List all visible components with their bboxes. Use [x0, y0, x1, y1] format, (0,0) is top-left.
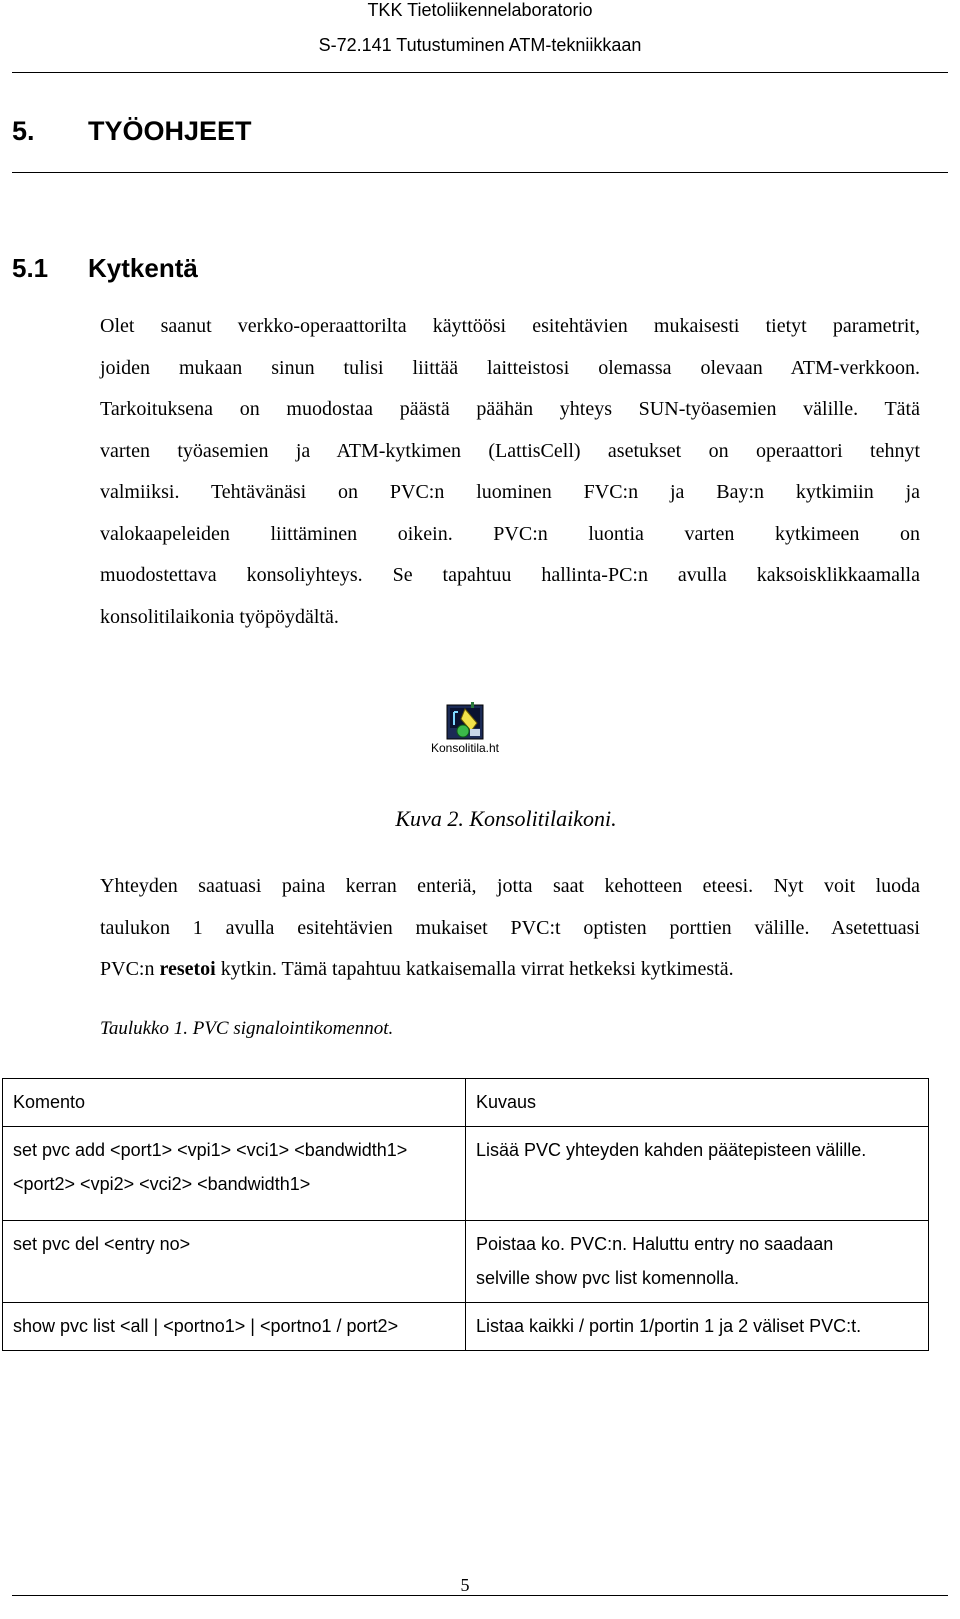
paragraph-line: joiden mukaan sinun tulisi liittää laitteistosi olemassa olevaan ATM-verkkoon.: [100, 356, 920, 379]
chapter-title: TYÖOHJEET: [88, 116, 252, 146]
table-row: [3, 1221, 929, 1303]
section-number: 5.1: [12, 253, 49, 283]
column-header-description: Kuvaus: [466, 1079, 929, 1127]
command-cell: show pvc list <all | <portno1> | <portno1 / port2>: [3, 1303, 466, 1351]
paragraph-line: valokaapeleiden liittäminen oikein. PVC:n luontia varten kytkimeen on: [100, 522, 920, 545]
header-organization: TKK Tietoliikennelaboratorio: [367, 0, 593, 20]
table-header-row: [3, 1079, 929, 1127]
table-row: [3, 1303, 929, 1351]
chapter-number: 5.: [12, 116, 35, 146]
chapter-rule: [12, 172, 948, 173]
paragraph-line: Tarkoituksena on muodostaa päästä päähän yhteys SUN-työasemien välille. Tätä: [100, 398, 920, 420]
command-cell: set pvc add <port1> <vpi1> <vci1> <bandwidth1> <port2> <vpi2> <vci2> <bandwidth1>: [3, 1127, 466, 1221]
pvc-commands-table: [2, 1078, 929, 1351]
paragraph-line: Olet saanut verkko-operaattorilta käyttöösi esitehtävien mukaisesti tietyt parametrit,: [100, 315, 920, 337]
text-segment: PVC:n: [100, 958, 160, 980]
figure-caption: Kuva 2. Konsolitilaikoni.: [395, 806, 617, 831]
paragraph-line: varten työasemien ja ATM-kytkimen (LattisCell) asetukset on operaattori tehnyt: [100, 439, 920, 462]
paragraph-line: taulukon 1 avulla esitehtävien mukaiset PVC:t optisten porttien välille. Asetettuasi: [100, 916, 920, 939]
bold-term: resetoi: [159, 958, 216, 980]
paragraph-line: valmiiksi. Tehtävänäsi on PVC:n luominen FVC:n ja Bay:n kytkimiin ja: [100, 481, 920, 503]
table-row: [3, 1127, 929, 1221]
description-cell: Lisää PVC yhteyden kahden päätepisteen välille.: [466, 1127, 929, 1221]
table-caption: Taulukko 1. PVC signalointikomennot.: [100, 1018, 394, 1039]
paragraph-line: konsolitilaikonia työpöydältä.: [100, 605, 339, 628]
icon-label: Konsolitila.ht: [430, 741, 500, 755]
section-title: Kytkentä: [88, 253, 198, 283]
paragraph-line: [100, 949, 920, 991]
page-number: 5: [460, 1575, 470, 1595]
intro-paragraph: [100, 306, 920, 638]
paragraph-line: Yhteyden saatuasi paina kerran enteriä, jotta saat kehotteen eteesi. Nyt voit luoda: [100, 875, 920, 897]
console-terminal-icon: [445, 701, 485, 741]
instructions-paragraph: [100, 866, 920, 991]
paragraph-line: muodostettava konsoliyhteys. Se tapahtuu hallinta-PC:n avulla kaksoisklikkaamalla: [100, 564, 920, 586]
header-rule: [12, 72, 948, 73]
description-cell: Listaa kaikki / portin 1/portin 1 ja 2 väliset PVC:t.: [466, 1303, 929, 1351]
command-cell: set pvc del <entry no>: [3, 1221, 466, 1303]
text-segment: kytkin. Tämä tapahtuu katkaisemalla virrat hetkeksi kytkimestä.: [215, 958, 734, 980]
description-cell: Poistaa ko. PVC:n. Haluttu entry no saadaan selville show pvc list komennolla.: [466, 1221, 929, 1303]
column-header-command: Komento: [3, 1079, 466, 1127]
header-course: S-72.141 Tutustuminen ATM-tekniikkaan: [318, 35, 642, 55]
